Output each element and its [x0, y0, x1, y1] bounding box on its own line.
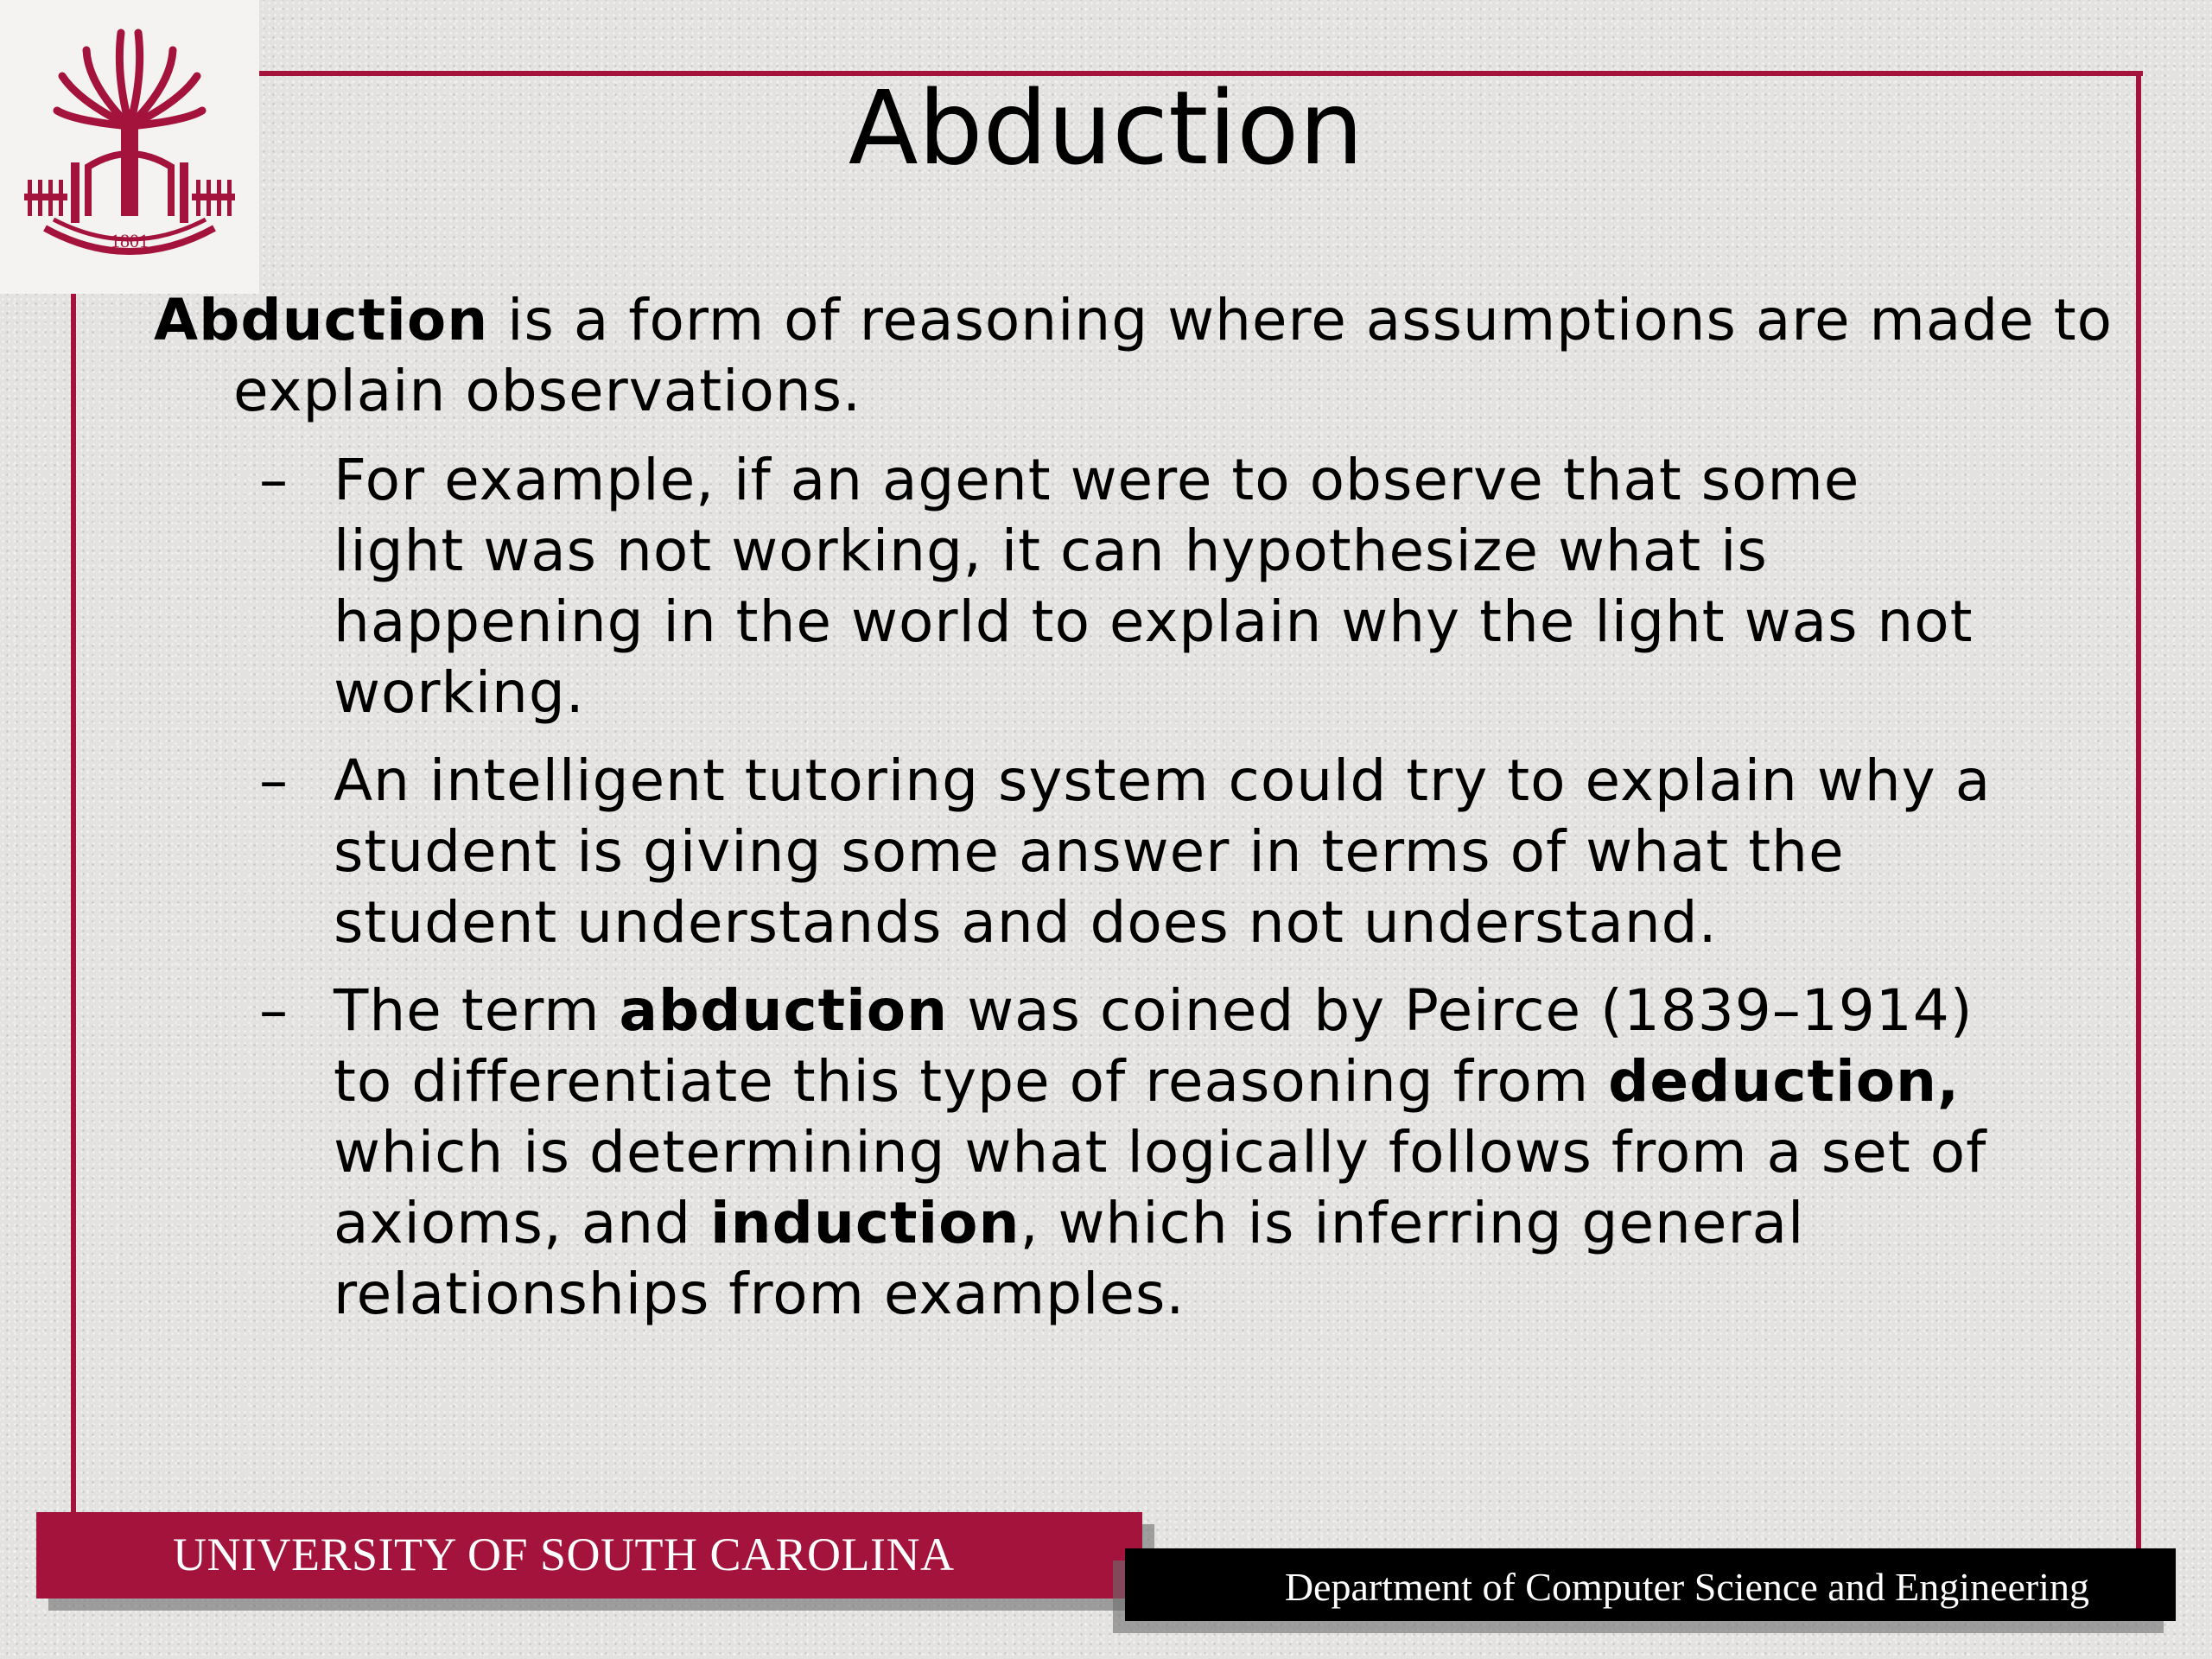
- term-abduction: abduction: [619, 977, 949, 1044]
- frame-right-border: [2136, 71, 2141, 1557]
- frame-left-border: [71, 294, 76, 1521]
- bullet-text-part: , which is inferring general relationships from examples.: [334, 1190, 1805, 1327]
- term-deduction: deduction,: [1608, 1048, 1961, 1115]
- bullet-text-part: which is determining what logically follows from a set of axioms, and: [334, 1119, 1987, 1256]
- bullet-dash: –: [259, 977, 289, 1044]
- bullet-text-part: The term: [334, 977, 620, 1044]
- seal-year: 1801: [111, 230, 149, 251]
- bullet-text: For example, if an agent were to observe that some light was not working, it can hypothesize what is happening in the world to explain why the light was not working.: [334, 447, 1974, 726]
- slide-title: Abduction: [848, 68, 1364, 188]
- university-name: UNIVERSITY OF SOUTH CAROLINA: [173, 1529, 955, 1580]
- bullet-list: [259, 445, 2005, 1347]
- bullet-text-part: was coined by Peirce (1839–1914) to differentiate this type of reasoning from: [334, 977, 1974, 1115]
- bullet-item: [259, 445, 2005, 728]
- lead-term: Abduction: [154, 287, 489, 353]
- bullet-item: [259, 746, 2005, 958]
- bullet-text: An intelligent tutoring system could try to explain why a student is giving some answer in terms of what the student understands and does not understand.: [334, 747, 1992, 956]
- bullet-dash: –: [259, 447, 289, 513]
- bullet-dash: –: [259, 747, 289, 814]
- bullet-item: [259, 976, 2005, 1330]
- department-banner: [1125, 1548, 2176, 1621]
- term-induction: induction: [710, 1190, 1020, 1256]
- lead-paragraph: [154, 285, 2117, 427]
- lead-text: is a form of reasoning where assumptions are made to explain observations.: [233, 287, 2113, 424]
- department-name: Department of Computer Science and Engineering: [1284, 1565, 2089, 1609]
- university-banner: [36, 1512, 1142, 1599]
